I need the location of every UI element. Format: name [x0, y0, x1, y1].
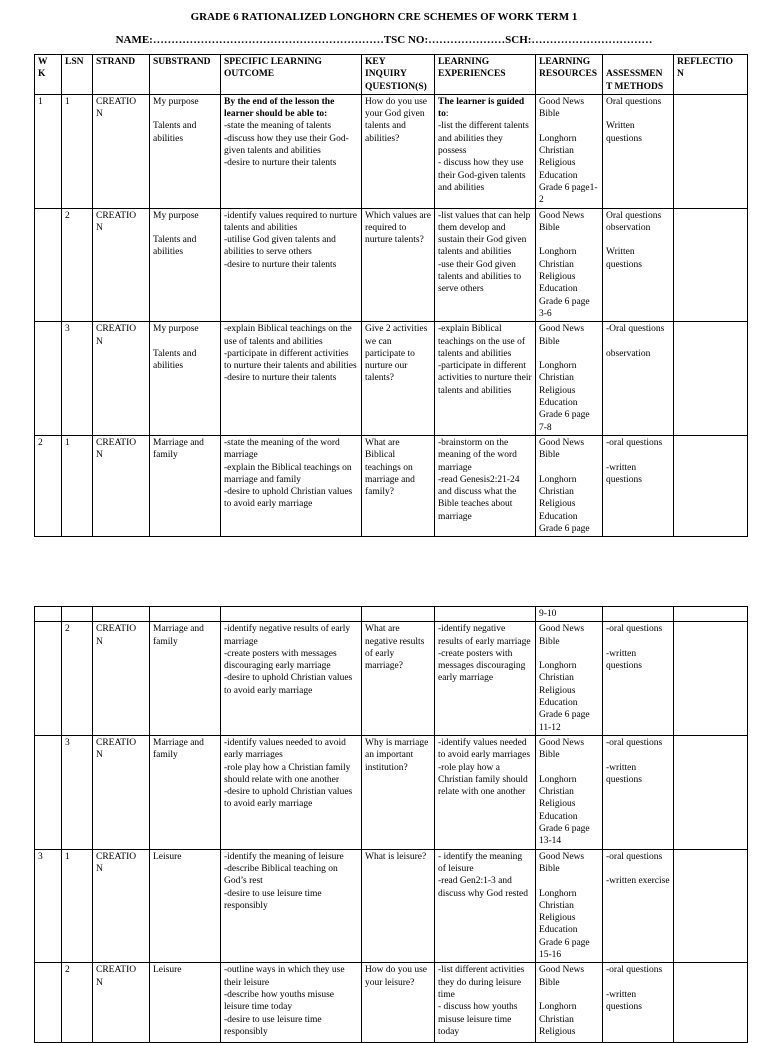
cell-assessment-methods: -oral questions -written questions [603, 622, 674, 736]
table-row [35, 963, 748, 1043]
table-row [35, 322, 748, 436]
schemes-table-page1 [34, 54, 748, 537]
cell-key-inquiry-question: What are negative results of early marriage? [362, 622, 435, 736]
cell-learning-experiences: -identify negative results of early marriage -create posters with messages discouraging early marriage [435, 622, 536, 736]
cell-lesson: 3 [62, 735, 93, 849]
cell-specific-learning-outcome: -identify values needed to avoid early marriages -role play how a Christian family should relate with one another -desire to uphold Christian values to avoid early marriage [221, 735, 362, 849]
cell-substrand: Leisure [150, 963, 221, 1043]
cell-lesson: 1 [62, 435, 93, 536]
cell-assessment-methods: -Oral questions observation [603, 322, 674, 436]
cell-reflection [674, 208, 748, 322]
cell-substrand: My purpose Talents and abilities [150, 94, 221, 208]
cell-specific-learning-outcome [221, 94, 362, 208]
header-substrand: SUBSTRAND [150, 55, 221, 95]
cell-learning-experiences [435, 94, 536, 208]
cell-lesson: 2 [62, 963, 93, 1043]
cell-lesson: 1 [62, 849, 93, 963]
cell-assessment-methods: -oral questions -written questions [603, 435, 674, 536]
table-row [35, 94, 748, 208]
cell-lesson: 1 [62, 94, 93, 208]
cell-specific-learning-outcome: -identify the meaning of leisure -describe Biblical teaching on God’s rest -desire to use leisure time responsibly [221, 849, 362, 963]
cell-learning-experiences: -explain Biblical teachings on the use of talents and abilities -participate in different activities to nurture their talents and abilities [435, 322, 536, 436]
table-row [35, 735, 748, 849]
cell-strand: CREATIO N [93, 735, 150, 849]
cell-strand: CREATIO N [93, 963, 150, 1043]
cell-strand: CREATIO N [93, 322, 150, 436]
cell-week [35, 963, 62, 1043]
header-lesson: LSN [62, 55, 93, 95]
cell-substrand: Marriage and family [150, 735, 221, 849]
cell-learning-resources: Good News Bible Longhorn Christian Religious Education Grade 6 page 3-6 [536, 208, 603, 322]
cell-substrand: My purpose Talents and abilities [150, 208, 221, 322]
cell-week [35, 322, 62, 436]
cell-assessment-methods: -oral questions -written exercise [603, 849, 674, 963]
cell-key-inquiry-question: Give 2 activities we can participate to nurture our talents? [362, 322, 435, 436]
header-reflection: REFLECTIO N [674, 55, 748, 95]
slo-points: -state the meaning of talents -discuss how they use their God-given talents and abilities -desire to nurture their talents [224, 121, 349, 169]
cell-specific-learning-outcome: -outline ways in which they use their leisure -describe how youths misuse leisure time today -desire to use leisure time responsibly [221, 963, 362, 1043]
cell-substrand: My purpose Talents and abilities [150, 322, 221, 436]
table-row [35, 208, 748, 322]
cell-key-inquiry-question: How do you use your God given talents and abilities? [362, 94, 435, 208]
cell-strand: CREATIO N [93, 849, 150, 963]
header-assessment-methods: ASSESSMEN T METHODS [603, 55, 674, 95]
header-week: W K [35, 55, 62, 95]
le-intro-colon: : [445, 109, 449, 120]
cell-assessment-methods: Oral questions observation Written questions [603, 208, 674, 322]
cell-key-inquiry-question: How do you use your leisure? [362, 963, 435, 1043]
cell-key-inquiry-question: Which values are required to nurture talents? [362, 208, 435, 322]
document-title: GRADE 6 RATIONALIZED LONGHORN CRE SCHEMES OF WORK TERM 1 [190, 11, 578, 23]
cell-learning-experiences: -identify values needed to avoid early marriages -role play how a Christian family should relate with one another [435, 735, 536, 849]
table-header-row [35, 55, 748, 95]
cell-learning-resources: Good News Bible Longhorn Christian Religious Education Grade 6 page 11-12 [536, 622, 603, 736]
cell-week [35, 208, 62, 322]
cell-reflection [674, 735, 748, 849]
cell-strand: CREATIO N [93, 208, 150, 322]
cell-week: 3 [35, 849, 62, 963]
cell-specific-learning-outcome: -state the meaning of the word marriage -explain the Biblical teachings on marriage and family -desire to uphold Christian values to avoid early marriage [221, 435, 362, 536]
table-row [35, 622, 748, 736]
cell-reflection [674, 322, 748, 436]
cell-strand: CREATIO N [93, 94, 150, 208]
cell-reflection [674, 435, 748, 536]
cell-assessment-methods: Oral questions Written questions [603, 94, 674, 208]
header-strand: STRAND [93, 55, 150, 95]
cell-substrand: Leisure [150, 849, 221, 963]
cell-learning-resources: Good News Bible Longhorn Christian Religious Education Grade 6 page 7-8 [536, 322, 603, 436]
table-row [35, 435, 748, 536]
cell-specific-learning-outcome: -identify negative results of early marriage -create posters with messages discouraging early marriage -desire to uphold Christian values to avoid early marriage [221, 622, 362, 736]
cell-week: 1 [35, 94, 62, 208]
cell-week [35, 735, 62, 849]
cell-specific-learning-outcome: -identify values required to nurture talents and abilities -utilise God given talents and abilities to serve others -desire to nurture their talents [221, 208, 362, 322]
cell-learning-experiences: - identify the meaning of leisure -read Gen2:1-3 and discuss why God rested [435, 849, 536, 963]
cell-week [35, 622, 62, 736]
cell-reflection [674, 849, 748, 963]
cell-substrand: Marriage and family [150, 435, 221, 536]
cell-learning-resources: Good News Bible Longhorn Christian Religious Education Grade 6 page [536, 435, 603, 536]
header-learning-resources: LEARNING RESOURCES [536, 55, 603, 95]
cell-assessment-methods: -oral questions -written questions [603, 963, 674, 1043]
cell-learning-resources: Good News Bible Longhorn Christian Religious Education Grade 6 page 13-14 [536, 735, 603, 849]
cell-learning-experiences: -list different activities they do during leisure time - discuss how youths misuse leisure time today [435, 963, 536, 1043]
cell-reflection [674, 622, 748, 736]
header-key-inquiry-question: KEY INQUIRY QUESTION(S) [362, 55, 435, 95]
cell-learning-experiences: -brainstorm on the meaning of the word marriage -read Genesis2:21-24 and discuss what the Bible teaches about marriage [435, 435, 536, 536]
header-learning-experiences: LEARNING EXPERIENCES [435, 55, 536, 95]
table-row [35, 849, 748, 963]
cell-substrand: Marriage and family [150, 622, 221, 736]
cell-lesson: 3 [62, 322, 93, 436]
cell-learning-resources-continued: 9-10 [536, 607, 603, 622]
cell-assessment-methods: -oral questions -written questions [603, 735, 674, 849]
cell-key-inquiry-question: Why is marriage an important institution? [362, 735, 435, 849]
cell-learning-resources: Good News Bible Longhorn Christian Religious Education Grade 6 page1-2 [536, 94, 603, 208]
cell-learning-resources: Good News Bible Longhorn Christian Religious Education Grade 6 page 15-16 [536, 849, 603, 963]
slo-intro: By the end of the lesson the learner should be able to: [224, 96, 335, 120]
cell-learning-experiences: -list values that can help them develop and sustain their God given talents and abilities -use their God given talents and abilities to serve others [435, 208, 536, 322]
cell-specific-learning-outcome: -explain Biblical teachings on the use of talents and abilities -participate in different activities to nurture their talents and abilities -desire to nurture their talents [221, 322, 362, 436]
header-specific-learning-outcome: SPECIFIC LEARNING OUTCOME [221, 55, 362, 95]
cell-lesson: 2 [62, 208, 93, 322]
cell-learning-resources: Good News Bible Longhorn Christian Religious [536, 963, 603, 1043]
cell-lesson: 2 [62, 622, 93, 736]
cell-week: 2 [35, 435, 62, 536]
cell-reflection [674, 963, 748, 1043]
carryover-row [35, 607, 748, 622]
schemes-table-page2 [34, 606, 748, 1043]
cell-key-inquiry-question: What is leisure? [362, 849, 435, 963]
cell-key-inquiry-question: What are Biblical teachings on marriage and family? [362, 435, 435, 536]
cell-strand: CREATIO N [93, 435, 150, 536]
name-tsc-school-line: NAME:………………………………………………………TSC NO:…………………SCH:…………………………… [115, 34, 653, 46]
cell-strand: CREATIO N [93, 622, 150, 736]
le-points: -list the different talents and abilities they possess - discuss how they use their God-given talents and abilities [438, 121, 529, 193]
le-intro: The learner is guided to [438, 96, 525, 120]
cell-reflection [674, 94, 748, 208]
